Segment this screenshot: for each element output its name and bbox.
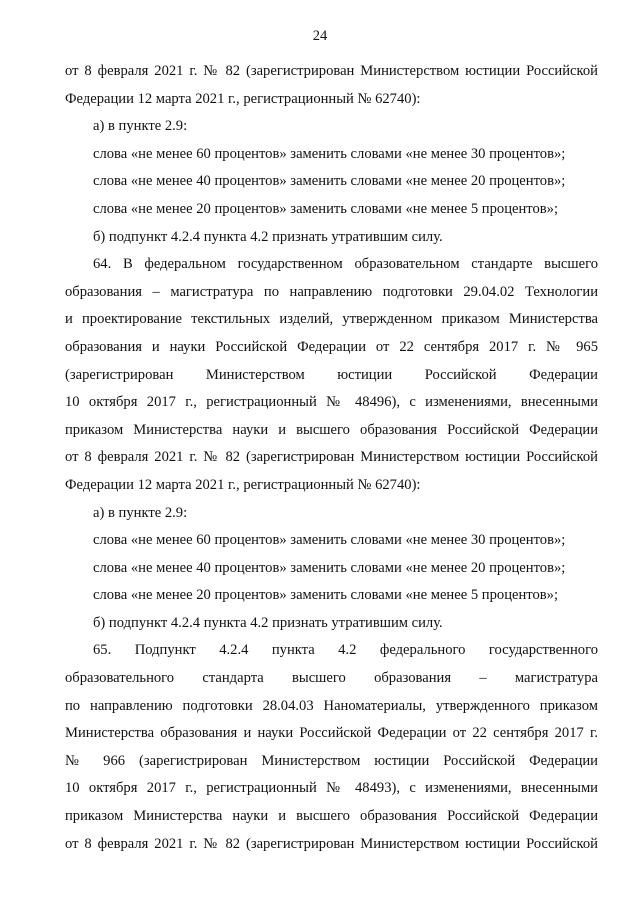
text-line: по направлению подготовки 28.04.03 Наноматериалы, утвержденного приказом [65,697,598,714]
text-line: слова «не менее 40 процентов» заменить словами «не менее 20 процентов»; [93,559,566,576]
page-number: 24 [312,28,328,44]
text-line: от 8 февраля 2021 г. № 82 (зарегистрирован Министерством юстиции Российской [65,835,598,852]
text-line: (зарегистрирован Министерством юстиции Российской Федерации [65,366,598,383]
text-line: слова «не менее 20 процентов» заменить словами «не менее 5 процентов»; [93,200,559,217]
text-line: образования и науки Российской Федерации от 22 сентября 2017 г. № 965 [65,338,598,355]
text-line: б) подпункт 4.2.4 пункта 4.2 признать утратившим силу. [93,228,443,245]
text-line: Министерства образования и науки Российской Федерации от 22 сентября 2017 г. [65,725,598,742]
text-line: 10 октября 2017 г., регистрационный № 48493), с изменениями, внесенными [65,780,598,797]
text-line: слова «не менее 20 процентов» заменить словами «не менее 5 процентов»; [93,587,559,604]
text-line: и проектирование текстильных изделий, утвержденном приказом Министерства [65,311,598,328]
text-line: от 8 февраля 2021 г. № 82 (зарегистрирован Министерством юстиции Российской [65,449,598,466]
text-line: приказом Министерства науки и высшего образования Российской Федерации [65,808,598,825]
text-line: слова «не менее 60 процентов» заменить словами «не менее 30 процентов»; [93,145,566,162]
text-line: слова «не менее 60 процентов» заменить словами «не менее 30 процентов»; [93,532,566,549]
text-line: 10 октября 2017 г., регистрационный № 48496), с изменениями, внесенными [65,394,598,411]
text-line: а) в пункте 2.9: [93,504,188,521]
text-line: образовательного стандарта высшего образования – магистратура [65,670,598,687]
text-line: № 966 (зарегистрирован Министерством юстиции Российской Федерации [65,752,598,769]
text-line: 65. Подпункт 4.2.4 пункта 4.2 федерального государственного [93,642,598,659]
text-line: Федерации 12 марта 2021 г., регистрационный № 62740): [65,476,421,493]
text-line: от 8 февраля 2021 г. № 82 (зарегистрирован Министерством юстиции Российской [65,63,598,79]
document-body [65,58,598,858]
text-line: б) подпункт 4.2.4 пункта 4.2 признать утратившим силу. [93,614,443,631]
text-line: образования – магистратура по направлению подготовки 29.04.02 Технологии [65,283,598,300]
text-line: Федерации 12 марта 2021 г., регистрационный № 62740): [65,90,421,107]
text-line: слова «не менее 40 процентов» заменить словами «не менее 20 процентов»; [93,173,566,190]
text-line: 64. В федеральном государственном образовательном стандарте высшего [93,256,598,273]
text-line: приказом Министерства науки и высшего образования Российской Федерации [65,421,598,438]
text-line: а) в пункте 2.9: [93,118,188,135]
